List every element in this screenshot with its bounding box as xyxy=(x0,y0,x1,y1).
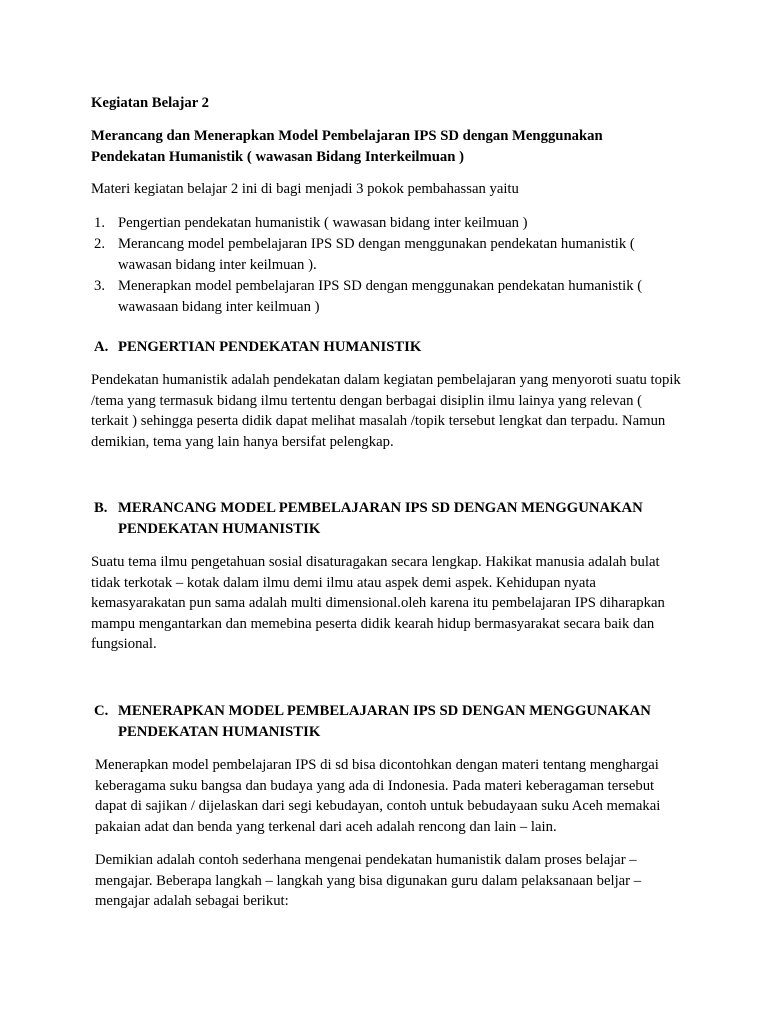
section-heading-text: MERANCANG MODEL PEMBELAJARAN IPS SD DENGAN MENGGUNAKAN PENDEKATAN HUMANISTIK xyxy=(118,500,643,537)
section-b-paragraph: Suatu tema ilmu pengetahuan sosial disaturagakan secara lengkap. Hakikat manusia adalah bulat tidak terkotak – kotak dalam ilmu demi ilmu atau aspek demi aspek. Kehidupan nyata kemasyarakatan pun sama adalah multi dimensional.oleh karena itu pembelajaran IPS diharapkan mampu mengantarkan dan memebina peserta didik kearah hidup bermasyarakat secara baik dan fungsional. xyxy=(91,554,665,652)
list-number: 2. xyxy=(94,236,106,252)
intro-paragraph: Materi kegiatan belajar 2 ini di bagi menjadi 3 pokok pembahassan yaitu xyxy=(91,181,519,197)
section-a-paragraph: Pendekatan humanistik adalah pendekatan dalam kegiatan pembelajaran yang menyoroti suatu topik /tema yang termasuk bidang ilmu tertentu dengan berbagai disiplin ilmu lainya yang relevan ( terkait ) sehingga peserta didik dapat melihat masalah /topik tersebut lengkat dan terpadu. Namun demikian, tema yang lain hanya bersifat pelengkap. xyxy=(91,372,681,450)
section-c-paragraph: Demikian adalah contoh sederhana mengenai pendekatan humanistik dalam proses belajar – mengajar. Beberapa langkah – langkah yang bisa digunakan guru dalam pelaksanaan beljar – mengajar adalah sebagai berikut: xyxy=(95,852,642,909)
document-subtitle: Merancang dan Menerapkan Model Pembelajaran IPS SD dengan Menggunakan Pendekatan Humanistik ( wawasan Bidang Interkeilmuan ) xyxy=(91,128,603,165)
list-text: Merancang model pembelajaran IPS SD dengan menggunakan pendekatan humanistik ( wawasan bidang inter keilmuan ). xyxy=(118,236,635,273)
section-letter: B. xyxy=(94,500,108,516)
list-text: Menerapkan model pembelajaran IPS SD dengan menggunakan pendekatan humanistik ( wawasaan bidang inter keilmuan ) xyxy=(118,278,643,315)
section-letter: A. xyxy=(94,339,109,355)
section-c-paragraph: Menerapkan model pembelajaran IPS di sd bisa dicontohkan dengan materi tentang menghargai keberagama suku bangsa dan budaya yang ada di Indonesia. Pada materi keberagaman tersebut dapat di sajikan / dijelaskan dari segi kebudayan, contoh untuk bebudayaan suku Aceh memakai pakaian adat dan benda yang terkenal dari aceh adalah rencong dan lain – lain. xyxy=(95,757,661,835)
document-title: Kegiatan Belajar 2 xyxy=(91,95,210,111)
list-text: Pengertian pendekatan humanistik ( wawasan bidang inter keilmuan ) xyxy=(118,215,528,231)
section-letter: C. xyxy=(94,703,109,719)
section-heading-text: MENERAPKAN MODEL PEMBELAJARAN IPS SD DENGAN MENGGUNAKAN PENDEKATAN HUMANISTIK xyxy=(118,703,651,740)
list-number: 1. xyxy=(94,215,106,231)
section-heading-text: PENGERTIAN PENDEKATAN HUMANISTIK xyxy=(118,339,422,355)
list-number: 3. xyxy=(94,278,106,294)
